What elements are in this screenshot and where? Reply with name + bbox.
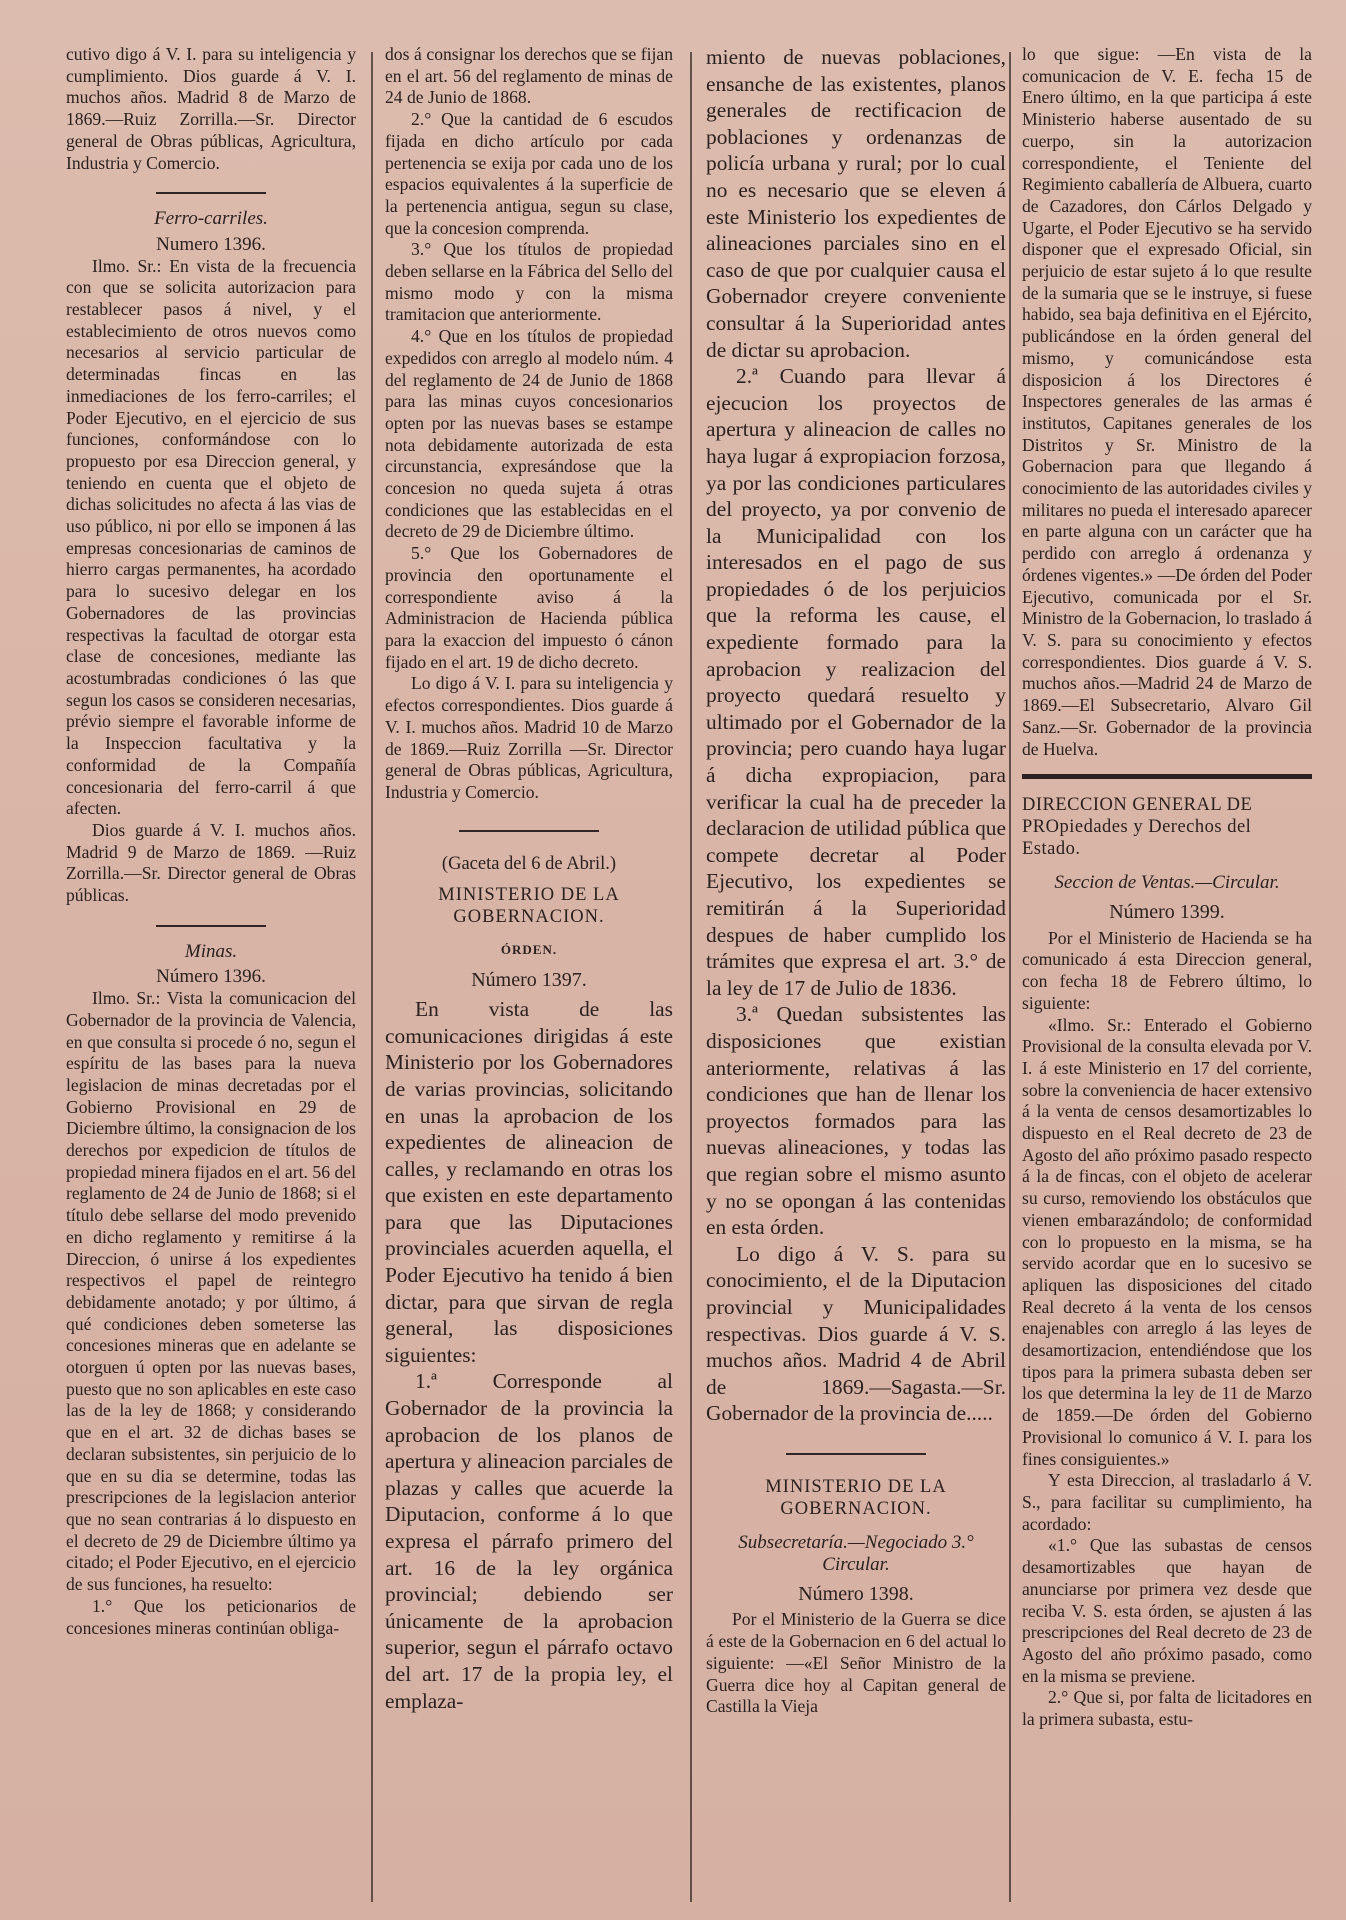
paragraph: Ilmo. Sr.: En vista de la frecuencia con que se solicita autorizacion para restablecer pasos á nivel, y el establecimiento de otros nuevos como necesarios al servicio particular de determinadas fincas en las inmediaciones de los ferro-carriles; el Poder Ejecutivo, en el ejercicio de sus funciones, conformándose con lo propuesto por esa Direccion general, y teniendo en cuenta que el objeto de dichas solicitudes no afecta á las vias de uso público, ni por ello se imponen á las empresas concesionarias de caminos de hierro cargas permanentes, ha acordado para lo sucesivo delegar en los Gobernadores de las provincias respectivas la facultad de otorgar esta clase de concesiones, mediante las acostumbradas condiciones ó las que segun los casos se consideren necesarias, prévio siempre el favorable informe de la Inspeccion facultativa y la conformidad de la Compañía concesionaria del ferro-carril á que afecten. (66, 255, 356, 819)
ministry-heading: MINISTERIO DE LA GOBERNACION. (765, 1476, 947, 1519)
divider (1022, 774, 1312, 779)
paragraph: cutivo digo á V. I. para su inteligencia y cumplimiento. Dios guarde á V. I. muchos años. Madrid 8 de Marzo de 1869.—Ruiz Zorrilla.—Sr. Director general de Obras públicas, Agricultura, Industria y Comercio. (66, 44, 356, 173)
ministry-heading: MINISTERIO DE LA GOBERNACION. (438, 885, 620, 928)
paragraph: Ilmo. Sr.: Vista la comunicacion del Gobernador de la provincia de Valencia, en que consulta si procede ó no, segun el espíritu de las bases para la nueva legislacion de minas decretadas por el Gobierno Provisional en 29 de Diciembre último, la consignacion de los derechos por expedicion de títulos de propiedad minera fijados en el art. 56 del reglamento de 24 de Junio de 1868; si el título debe sellarse del modo prevenido en dicho reglamento y remitirse á la Direccion, ó unirse á los expedientes respectivos el papel de reintegro debidamente anotado; y por último, á qué condiciones deben someterse las concesiones mineras que en adelante se otorguen ú opten por las nuevas bases, puesto que no son aplicables en este caso las de la ley de 1868; y considerando que en el art. 32 de dichas bases se declaran subsistentes, sin perjuicio de lo que en su dia se determine, todas las prescripciones de la legislacion anterior que no sean contrarias á lo dispuesto en el decreto de 29 de Diciembre último ya citado; el Poder Ejecutivo, en el ejercicio de sus funciones, ha resuelto: (66, 988, 356, 1595)
paragraph: Lo digo á V. S. para su conocimiento, el de la Diputacion provincial y Municipalidades respectivas. Dios guarde á V. S. muchos años. Madrid 4 de Abril de 1869.—Sagasta.—Sr. Gobernador de la provincia de..... (706, 1241, 1006, 1426)
paragraph: Y esta Direccion, al trasladarlo á V. S., para facilitar su cumplimiento, ha acordado: (1022, 1470, 1312, 1534)
section-title-minas: Minas. (184, 940, 238, 962)
order-heading: ÓRDEN. (500, 941, 558, 957)
paragraph: 3.° Que los títulos de propiedad deben sellarse en la Fábrica del Sello del mismo modo y con la misma tramitacion que anteriormente. (385, 239, 673, 325)
paragraph: En vista de las comunicaciones dirigidas á este Ministerio por los Gobernadores de varias provincias, solicitando en unas la aprobacion de los expedientes de alineacion de calles, y reclamando en otras los que existen en este departamento para que las Diputaciones provinciales acuerden aquella, el Poder Ejecutivo ha tenido á bien dictar, para que sirvan de regla general, las disposiciones siguientes: (385, 997, 673, 1367)
paragraph: Por el Ministerio de Hacienda se ha comunicado á esta Direccion general, con fecha 18 de Febrero último, lo siguiente: (1022, 927, 1312, 1013)
paragraph: 1.° Que los peticionarios de concesiones mineras continúan obliga- (66, 1595, 356, 1638)
paragraph: Dios guarde á V. I. muchos años. Madrid 9 de Marzo de 1869. —Ruiz Zorrilla.—Sr. Director general de Obras públicas. (66, 819, 356, 906)
paragraph: Lo digo á V. I. para su inteligencia y efectos correspondientes. Dios guarde á V. I. muchos años. Madrid 10 de Marzo de 1869.—Ruiz Zorrilla —Sr. Director general de Obras públicas, Agricultura, Industria y Comercio. (385, 673, 673, 802)
column-3 (706, 44, 1006, 1904)
divider (459, 830, 599, 832)
paragraph: Por el Ministerio de la Guerra se dice á este de la Gobernacion en 6 del actual lo siguiente: —«El Señor Ministro de la Guerra dice hoy al Capitan general de Castilla la Vieja (706, 1609, 1006, 1717)
paragraph: «1.° Que las subastas de censos desamortizables que hayan de anunciarse por primera vez desde que reciba V. S. esta órden, se ajusten á las prescripciones del Real decreto de 23 de Agosto del año próximo pasado, como en la misma se previene. (1022, 1535, 1312, 1686)
column-rule (371, 52, 373, 1902)
decree-number: Numero 1396. (156, 233, 266, 255)
divider (786, 1453, 926, 1455)
paragraph: 2.° Que si, por falta de licitadores en la primera subasta, estu- (1022, 1687, 1312, 1730)
subsection-heading: Subsecretaría.—Negociado 3.° Circular. (738, 1532, 974, 1575)
column-2 (385, 44, 673, 1904)
paragraph: 5.° Que los Gobernadores de provincia den oportunamente el correspondiente aviso á la Administracion de Hacienda pública para la exaccion del impuesto ó cánon fijado en el art. 19 de dicho decreto. (385, 543, 673, 672)
gazette-reference: (Gaceta del 6 de Abril.) (441, 853, 617, 874)
paragraph: «Ilmo. Sr.: Enterado el Gobierno Provisional de la consulta elevada por V. I. á este Ministerio en 17 del corriente, sobre la conveniencia de hacer extensivo á la venta de censos desamortizables lo dispuesto en el Real decreto de 23 de Agosto del año próximo pasado respecto á la de fincas, con el objeto de acelerar su curso, removiendo los obstáculos que vienen embarazándolo; de conformidad con lo propuesto en la misma, se ha servido acordar que en lo sucesivo se apliquen las disposiciones del citado Real decreto á la venta de los censos enajenables con arreglo á las leyes de desamortizacion, entendiéndose que los tipos para la primera subasta deben ser los que determina la ley de 11 de Marzo de 1859.—De órden del Gobierno Provisional lo comunico á V. I. para los fines consiguientes.» (1022, 1014, 1312, 1469)
paragraph: dos á consignar los derechos que se fijan en el art. 56 del reglamento de minas de 24 de Junio de 1868. (385, 44, 673, 108)
column-rule (1009, 52, 1011, 1902)
decree-number: Número 1399. (1109, 901, 1225, 924)
decree-number: Número 1398. (798, 1582, 914, 1605)
subsection-heading: Seccion de Ventas.—Circular. (1054, 872, 1280, 894)
decree-number: Número 1396. (156, 966, 266, 988)
paragraph: 2.ª Cuando para llevar á ejecucion los proyectos de apertura y alineacion de calles no haya lugar á expropiacion forzosa, ya por las condiciones particulares del proyecto, ya por convenio de la Municipalidad con los interesados en el pago de sus propiedades ó de los perjuicios que la reforma les cause, el expediente formado para la aprobacion y realizacion del proyecto quedará resuelto y ultimado por el Gobernador de la provincia; pero cuando haya lugar á dicha expropiacion, para verificar la cual ha de preceder la declaracion de utilidad pública que compete decretar al Poder Ejecutivo, los expedientes se remitirán á la Superioridad despues de haber cumplido los trámites que expresa el art. 3.° de la ley de 17 de Julio de 1836. (706, 364, 1006, 1000)
decree-number: Número 1397. (471, 969, 587, 992)
paragraph: 4.° Que en los títulos de propiedad expedidos con arreglo al modelo núm. 4 del reglamento de 24 de Junio de 1868 para las minas cuyos concesionarios opten por las nuevas bases se estampe nota debidamente autorizada de esta circunstancia, expresándose que la concesion no queda sujeta á otras condiciones que las establecidas en el decreto de 29 de Diciembre último. (385, 326, 673, 542)
paragraph: miento de nuevas poblaciones, ensanche de las existentes, planos generales de rectificacion de poblaciones y ordenanzas de policía urbana y rural; por lo cual no es necesario que se eleven á este Ministerio los expedientes de alineaciones parciales sino en el caso de que por cualquier causa el Gobernador creyere conveniente consultar á la Superioridad antes de dictar su aprobacion. (706, 45, 1006, 362)
divider (156, 192, 266, 194)
column-rule (690, 52, 692, 1902)
column-4 (1022, 44, 1312, 1904)
section-title-ferrocarriles: Ferro-carriles. (154, 208, 268, 230)
paragraph: 1.ª Corresponde al Gobernador de la provincia la aprobacion de los planos de apertura y alineacion parciales de plazas y calles que acuerde la Diputacion, conforme á lo que expresa el párrafo primero del art. 16 de la ley orgánica provincial; debiendo ser únicamente de la aprobacion superior, segun el párrafo octavo del art. 17 de la propia ley, el emplaza- (385, 1369, 673, 1713)
paragraph: 3.ª Quedan subsistentes las disposiciones que existian anteriormente, relativas á las condiciones que han de llenar los proyectos formados para las nuevas alineaciones, y todas las que regian sobre el mismo asunto y no se opongan á las contenidas en esta órden. (706, 1002, 1006, 1240)
paragraph: lo que sigue: —En vista de la comunicacion de V. E. fecha 15 de Enero último, en la que participa á este Ministerio haberse ausentado de su cuerpo, sin la autorizacion correspondiente, el Teniente del Regimiento caballería de Albuera, cuarto de Cazadores, don Cárlos Delgado y Ugarte, el Poder Ejecutivo se ha servido disponer que el expresado Oficial, sin perjuicio de estar sujeto á lo que resulte de la sumaria que se le instruye, si fuese habido, sea baja definitiva en el Ejército, publicándose en la órden general del mismo, y comunicándose esta disposicion á los Directores é Inspectores generales de las armas é institutos, Capitanes generales de los Distritos y Sr. Ministro de la Gobernacion para que llegando á conocimiento de las autoridades civiles y militares no pueda el interesado aparecer en parte alguna con un carácter que ha perdido con arreglo á ordenanza y órdenes vigentes.» —De órden del Poder Ejecutivo, comunicada por el Sr. Ministro de la Gobernacion, lo traslado á V. S. para su conocimiento y efectos correspondientes. Dios guarde á V. S. muchos años.—Madrid 24 de Marzo de 1869.—El Subsecretario, Alvaro Gil Sanz.—Sr. Gobernador de la provincia de Huelva. (1022, 44, 1312, 759)
divider (156, 925, 266, 927)
direction-heading: DIRECCION GENERAL DE PROpiedades y Derechos del Estado. (1022, 795, 1253, 859)
paragraph: 2.° Que la cantidad de 6 escudos fijada en dicho artículo por cada pertenencia se exija por cada uno de los espacios equivalentes á la superficie de la pertenencia antigua, segun su clase, que la concesion comprenda. (385, 109, 673, 238)
column-1 (66, 44, 356, 1904)
